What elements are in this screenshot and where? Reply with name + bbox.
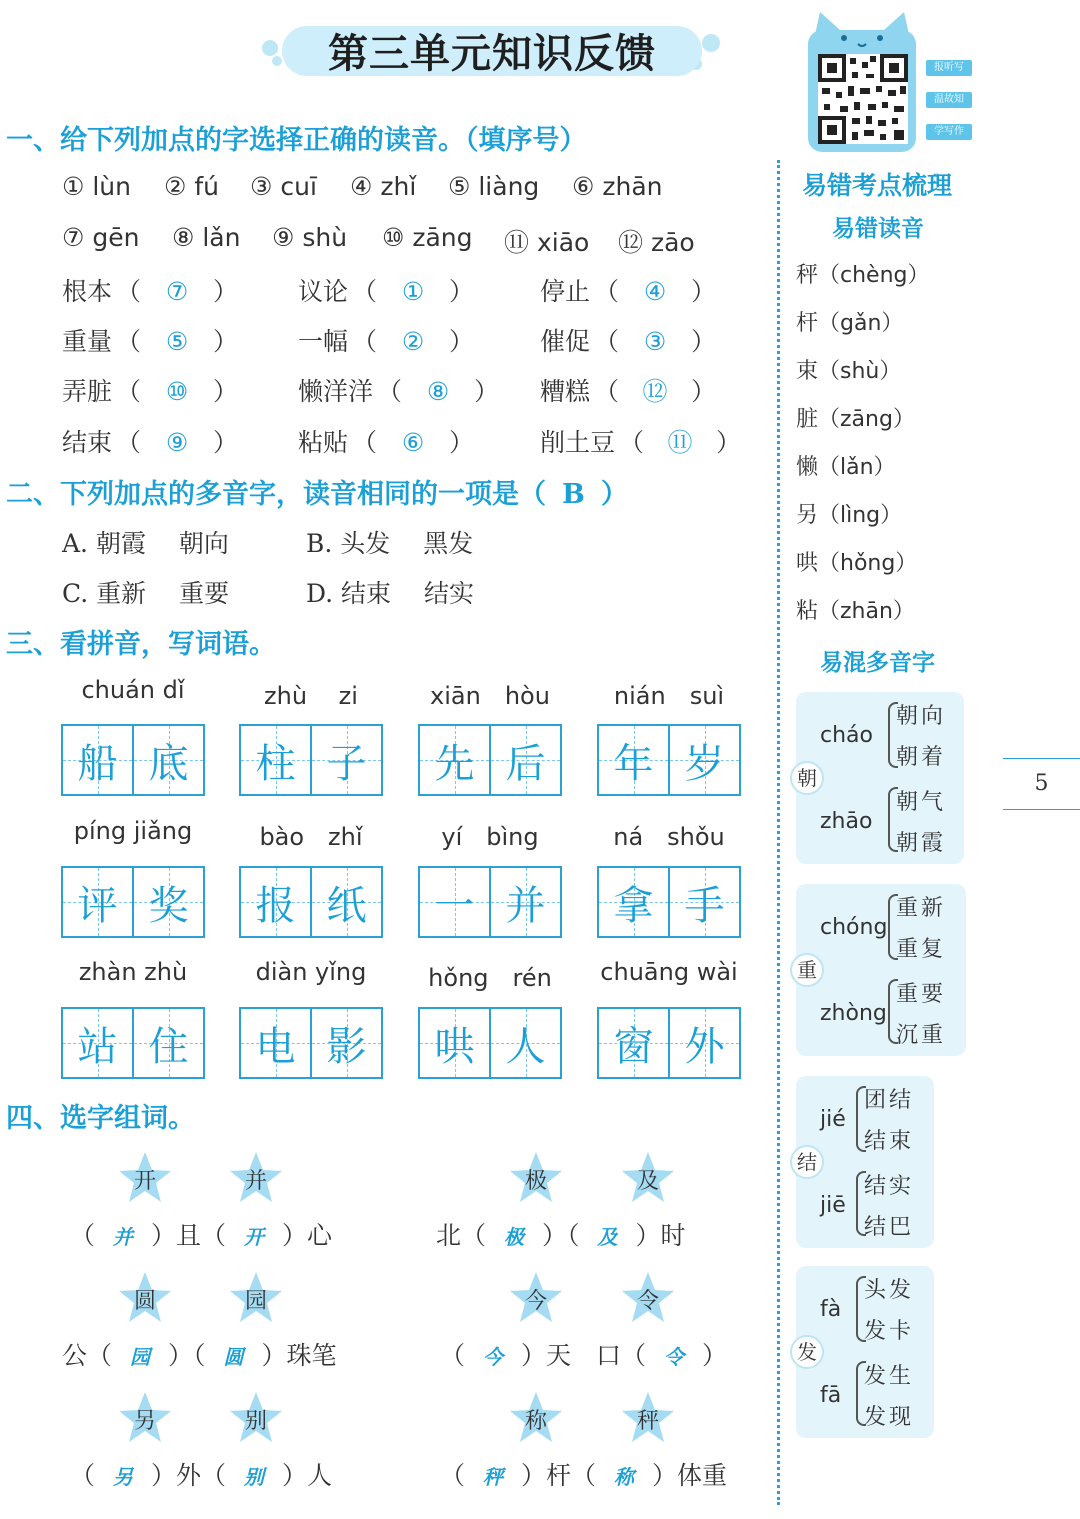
grid-cell[interactable] [310,726,381,794]
grid-cell[interactable] [310,1009,381,1077]
q4-line [70,1456,332,1492]
grid-cell[interactable] [63,868,132,936]
close-paren: ） [474,377,500,406]
polyphone-word: 发生 [864,1363,915,1389]
star-label: 极 [524,1169,547,1194]
star-char [117,1390,173,1446]
star-char [228,1270,284,1326]
q1-word: 削土豆 [540,428,616,457]
q1-option: ⑫ zāo [618,228,695,257]
q2-option-c: C. 重新 重要 [62,579,230,608]
q4-heading: 四、选字组词。 [6,1103,195,1134]
polyphone-word: 朝气 [896,789,947,815]
reading-1: cháo [820,722,873,748]
grid-cell[interactable] [132,1009,203,1077]
close-paren: ） [691,277,717,306]
q1-option: ⑦ gēn [62,223,140,252]
reading-item: 懒（lǎn） [796,455,896,480]
q1-option: ⑥ zhān [572,172,663,201]
polyphone-word: 沉重 [896,1023,947,1049]
writing-grid[interactable] [61,866,205,938]
polyphone-word: 重新 [896,895,947,921]
q1-word: 重量 [62,327,113,356]
reading-2: jiē [820,1192,846,1218]
q1-item [62,322,238,358]
grid-char: 评 [77,882,118,929]
q1-word: 懒洋洋 [298,377,374,406]
close-paren: ） [213,277,239,306]
polyphone-word: 结束 [864,1129,915,1155]
q1-option: ⑤ liàng [448,172,540,201]
grid-char: 奖 [148,882,189,929]
open-paren: （ [116,428,142,457]
polyphone-word: 发卡 [864,1319,915,1345]
pinyin-label: xiān hòu [430,682,550,710]
grid-char: 并 [505,882,546,929]
q4-text: ）杆（ [521,1461,597,1490]
q1-item [540,372,716,408]
close-paren: ） [213,377,239,406]
grid-char: 电 [255,1023,296,1070]
star-char [228,1390,284,1446]
q2-option-b: B. 头发 黑发 [306,529,474,558]
writing-grid[interactable] [61,724,205,796]
q1-item [62,272,238,308]
reading-1: jié [820,1106,846,1132]
star-char [117,1270,173,1326]
star-label: 今 [524,1289,547,1314]
grid-char: 外 [684,1023,725,1070]
q1-word: 结束 [62,428,113,457]
polyphone-word: 朝着 [896,745,947,771]
q1-item [540,322,716,358]
q4-text: ）人 [282,1461,333,1490]
pinyin-label: yí bìng [441,823,539,851]
open-paren: （ [116,327,142,356]
q4-answer[interactable]: 另 [113,1465,134,1489]
star-label: 称 [524,1409,547,1434]
q1-answer[interactable]: ⑥ [401,428,425,457]
star-label: 开 [133,1169,156,1194]
star-label: 及 [636,1169,659,1194]
grid-char: 哄 [434,1023,475,1070]
q2-option-d: D. 结束 结实 [306,579,474,608]
tag-review[interactable]: 温故知 [926,92,972,108]
q1-answer[interactable]: ⑩ [165,377,189,406]
polyphone-char: 结 [790,1145,824,1179]
grid-char: 年 [613,740,654,787]
grid-cell[interactable] [241,868,310,936]
star-char [508,1270,564,1326]
q4-text: ）（ [542,1221,580,1250]
polyphone-char: 发 [790,1335,824,1369]
polyphone-card [796,692,964,864]
q4-line [62,1336,337,1372]
q1-answer[interactable]: ⑫ [642,377,668,406]
star-label: 并 [244,1169,267,1194]
title-banner [262,12,722,84]
star-char [620,1150,676,1206]
close-paren: ） [213,327,239,356]
q1-option: ⑪ xiāo [504,228,590,257]
grid-char: 船 [77,740,118,787]
writing-grid[interactable] [597,1007,741,1079]
q4-line [436,1216,686,1252]
grid-char: 纸 [326,882,367,929]
writing-grid[interactable] [418,724,562,796]
q1-answer[interactable]: ⑪ [667,428,693,457]
grid-char: 先 [434,740,475,787]
grid-char: 后 [505,740,546,787]
reading-item: 哄（hǒng） [796,551,918,576]
q1-answer[interactable]: ④ [643,277,667,306]
q4-answer[interactable]: 极 [504,1225,525,1249]
polyphone-word: 结巴 [864,1215,915,1241]
writing-grid[interactable] [418,866,562,938]
q1-word: 粘贴 [298,428,349,457]
q4-answer[interactable]: 及 [597,1225,618,1249]
qr-code[interactable] [818,54,908,144]
q4-answer[interactable]: 园 [130,1345,151,1369]
close-paren: ） [449,277,475,306]
sidebar-sub-readings: 易错读音 [832,216,924,242]
q4-text: ）体重 [652,1461,728,1490]
q4-answer[interactable]: 今 [483,1345,504,1369]
q1-option: ③ cuī [250,172,317,201]
q4-answer[interactable]: 秤 [483,1465,504,1489]
star-char [620,1270,676,1326]
q1-answer[interactable]: ① [401,277,425,306]
polyphone-char: 朝 [790,761,824,795]
q1-item [298,423,474,459]
grid-char: 窗 [613,1023,654,1070]
star-label: 令 [636,1289,659,1314]
writing-grid[interactable] [597,866,741,938]
q1-option: ② fú [164,172,220,201]
close-paren: ） [213,428,239,457]
open-paren: （ [619,428,645,457]
open-paren: （ [116,377,142,406]
star-label: 秤 [636,1409,659,1434]
close-paren: ） [691,377,717,406]
q1-option: ① lùn [62,172,131,201]
grid-cell[interactable] [63,726,132,794]
polyphone-word: 结实 [864,1173,915,1199]
close-paren: ） [691,327,717,356]
q1-item [540,423,741,459]
writing-grid[interactable] [239,1007,383,1079]
writing-grid[interactable] [418,1007,562,1079]
grid-cell[interactable] [668,1009,739,1077]
q2-heading: 二、下列加点的多音字，读音相同的一项是（ B ） [6,479,628,510]
grid-char: 报 [255,882,296,929]
q1-answer[interactable]: ② [401,327,425,356]
q1-option: ⑨ shù [272,223,348,252]
polyphone-word: 发现 [864,1405,915,1431]
polyphone-word: 团结 [864,1087,915,1113]
q4-text: ）天 口（ [521,1341,647,1370]
star-label: 另 [133,1409,156,1434]
pinyin-label: ná shǒu [613,823,725,851]
grid-char: 手 [684,882,725,929]
polyphone-char: 重 [790,953,824,987]
grid-char: 岁 [684,740,725,787]
q2-answer: B [562,479,585,510]
pinyin-label: diàn yǐng [255,958,367,986]
open-paren: （ [116,277,142,306]
q2-option-a: A. 朝霞 朝向 [62,529,229,558]
polyphone-card [796,884,966,1056]
star-label: 圆 [133,1289,156,1314]
open-paren: （ [352,327,378,356]
writing-grid[interactable] [239,724,383,796]
q1-word: 一幅 [298,327,349,356]
reading-item: 粘（zhān） [796,599,915,624]
grid-char: 影 [326,1023,367,1070]
q4-text: （ [440,1461,466,1490]
tag-dictation[interactable]: 报听写 [926,60,972,76]
grid-cell[interactable] [599,726,668,794]
grid-char: 底 [148,740,189,787]
star-char [228,1150,284,1206]
q1-heading: 一、给下列加点的字选择正确的读音。（填序号） [6,125,587,156]
tag-writing[interactable]: 学写作 [926,124,972,140]
polyphone-card [796,1076,934,1248]
reading-1: chóng [820,914,888,940]
reading-item: 秤（chèng） [796,263,930,288]
q4-line [440,1456,727,1492]
q4-text: ）心 [282,1221,333,1250]
grid-char: 站 [77,1023,118,1070]
q1-word: 催促 [540,327,591,356]
q4-text: ）且（ [151,1221,227,1250]
grid-char: 子 [326,740,367,787]
star-char [508,1390,564,1446]
polyphone-word: 头发 [864,1277,915,1303]
q1-word: 糟糕 [540,377,591,406]
q1-item [540,272,716,308]
q1-option: ⑧ lǎn [172,223,241,252]
q1-word: 弄脏 [62,377,113,406]
q4-text: ） [702,1341,728,1370]
grid-cell[interactable] [420,726,489,794]
grid-char: 拿 [613,882,654,929]
q4-text: （ [70,1461,96,1490]
pinyin-label: bào zhǐ [259,823,363,851]
q4-answer[interactable]: 开 [244,1225,265,1249]
q1-answer[interactable]: ③ [643,327,667,356]
open-paren: （ [594,277,620,306]
q4-line [440,1336,727,1372]
page-number: 5 [1003,758,1080,810]
reading-item: 杆（gǎn） [796,311,904,336]
polyphone-word: 重要 [896,981,947,1007]
q4-text: 北（ [436,1221,487,1250]
star-char [620,1390,676,1446]
q1-item [62,423,238,459]
q4-text: （ [440,1341,466,1370]
reading-1: fà [820,1296,842,1322]
q1-item [298,372,499,408]
q1-item [298,272,474,308]
q4-text: ）珠笔 [261,1341,337,1370]
grid-cell[interactable] [599,868,668,936]
q1-item [62,372,238,408]
close-paren: ） [449,327,475,356]
q4-text: ）外（ [151,1461,227,1490]
grid-cell[interactable] [63,1009,132,1077]
polyphone-word: 朝霞 [896,831,947,857]
grid-char: 一 [434,882,475,929]
q4-text: ）时 [635,1221,686,1250]
sidebar-divider [777,160,780,1505]
polyphone-word: 朝向 [896,703,947,729]
grid-cell[interactable] [420,868,489,936]
grid-cell[interactable] [489,868,560,936]
reading-item: 脏（zāng） [796,407,915,432]
pinyin-label: zhàn zhù [78,958,188,986]
grid-cell[interactable] [132,726,203,794]
q4-answer[interactable]: 称 [614,1465,635,1489]
grid-cell[interactable] [241,726,310,794]
q1-word: 停止 [540,277,591,306]
q4-answer[interactable]: 别 [244,1465,265,1489]
writing-grid[interactable] [597,724,741,796]
reading-2: zhāo [820,808,873,834]
q4-text: ）（ [168,1341,206,1370]
close-paren: ） [716,428,742,457]
grid-char: 人 [505,1023,546,1070]
q3-heading: 三、看拼音，写词语。 [6,629,276,660]
open-paren: （ [352,277,378,306]
pinyin-label: chuāng wài [600,958,738,986]
open-paren: （ [594,377,620,406]
grid-cell[interactable] [241,1009,310,1077]
star-char [508,1150,564,1206]
q1-option: ⑩ zāng [382,223,473,252]
close-paren: ） [449,428,475,457]
grid-cell[interactable] [668,868,739,936]
open-paren: （ [594,327,620,356]
polyphone-card [796,1266,934,1438]
pinyin-label: zhù zi [264,682,358,710]
grid-char: 住 [148,1023,189,1070]
q1-answer[interactable]: ⑦ [165,277,189,306]
star-char [117,1150,173,1206]
q4-answer[interactable]: 并 [113,1225,134,1249]
open-paren: （ [352,428,378,457]
reading-item: 另（lìng） [796,503,903,528]
q4-answer[interactable]: 圆 [223,1345,244,1369]
reading-2: fā [820,1382,842,1408]
q1-word: 根本 [62,277,113,306]
q4-answer[interactable]: 令 [664,1345,685,1369]
star-label: 别 [244,1409,267,1434]
q1-answer[interactable]: ⑨ [165,428,189,457]
q4-text: （ [70,1221,96,1250]
grid-cell[interactable] [668,726,739,794]
star-label: 园 [244,1289,267,1314]
grid-cell[interactable] [489,726,560,794]
q1-item [298,322,474,358]
sidebar-title: 易错考点梳理 [802,171,953,200]
grid-char: 柱 [255,740,296,787]
grid-cell[interactable] [132,868,203,936]
q4-line [70,1216,332,1252]
sidebar-sub-polyphones: 易混多音字 [820,650,935,676]
grid-cell[interactable] [599,1009,668,1077]
open-paren: （ [377,377,403,406]
page-title: 第三单元知识反馈 [328,31,656,77]
q1-option: ④ zhǐ [350,172,417,201]
reading-2: zhòng [820,1000,887,1026]
grid-cell[interactable] [420,1009,489,1077]
pinyin-label: hǒng rén [428,964,552,992]
q4-text: 公（ [62,1341,113,1370]
grid-cell[interactable] [489,1009,560,1077]
q1-answer[interactable]: ⑧ [426,377,450,406]
pinyin-label: nián suì [613,682,725,710]
q1-answer[interactable]: ⑤ [165,327,189,356]
polyphone-word: 重复 [896,937,947,963]
writing-grid[interactable] [61,1007,205,1079]
writing-grid[interactable] [239,866,383,938]
q1-word: 议论 [298,277,349,306]
pinyin-label: chuán dǐ [81,676,185,704]
reading-item: 束（shù） [796,359,902,384]
grid-cell[interactable] [310,868,381,936]
pinyin-label: píng jiǎng [73,817,193,845]
